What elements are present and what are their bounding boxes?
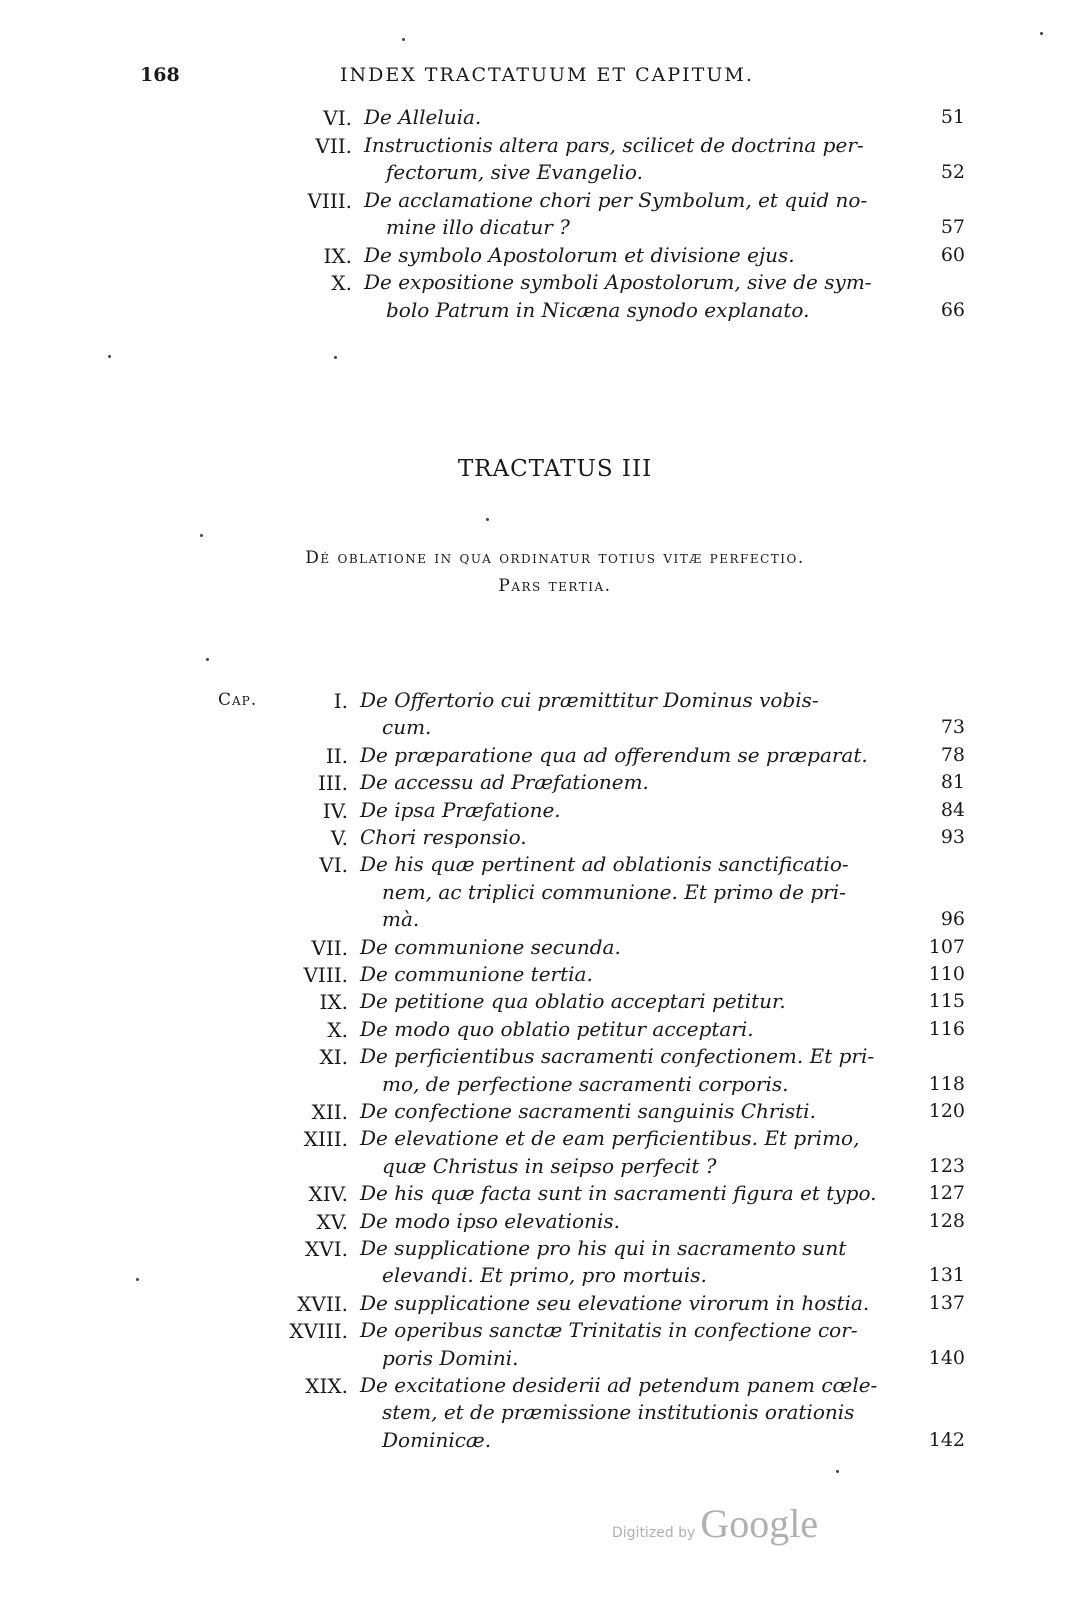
watermark-brand: Google [700, 1501, 819, 1546]
page-ref: 52 [940, 161, 965, 183]
toc-entry [0, 1235, 1075, 1290]
chapter-title-line: De Offertorio cui præmittitur Dominus vobis- [360, 688, 819, 712]
toc-entry [0, 1208, 1075, 1235]
running-head: INDEX TRACTATUUM ET CAPITUM. [340, 64, 754, 86]
chapter-number: VII. [315, 133, 352, 158]
chapter-title [360, 797, 561, 824]
chapter-title-line: De his quæ facta sunt in sacramenti figura et typo. [360, 1181, 877, 1206]
page-ref: 66 [940, 298, 965, 321]
toc-entry [0, 1372, 1075, 1454]
chapter-number: XVII. [297, 1291, 348, 1316]
chapter-title [360, 961, 593, 988]
page-ref: 116 [928, 1017, 965, 1040]
chapter-title-line: stem, et de præmissione institutionis orationis [382, 1400, 855, 1425]
page-ref: 131 [928, 1264, 965, 1287]
chapter-title-line: mà. [382, 907, 420, 932]
toc-entry [0, 1098, 1075, 1125]
chapter-title [364, 269, 872, 324]
page-ref: 57 [940, 216, 965, 238]
chapter-title [360, 851, 849, 933]
chapter-number: X. [331, 271, 352, 295]
page-ref: 81 [940, 771, 965, 794]
print-speck [108, 355, 111, 358]
page-ref: 128 [928, 1209, 965, 1232]
chapter-title-line: De expositione symboli Apostolorum, sive de sym- [364, 270, 872, 294]
chapter-title [364, 187, 867, 242]
toc-entry [0, 242, 1075, 270]
chapter-title-line: elevandi. Et primo, pro mortuis. [382, 1263, 707, 1288]
toc-entry [0, 961, 1075, 988]
print-speck [200, 534, 203, 537]
toc-entry [0, 797, 1075, 824]
chapter-title-line: De communione tertia. [360, 962, 593, 986]
chapter-number: X. [327, 1017, 348, 1042]
chapter-title-line: De elevatione et de eam perficientibus. Et primo, [360, 1126, 860, 1151]
page-ref: 51 [940, 106, 965, 128]
watermark [612, 1500, 818, 1547]
chapter-title [360, 1180, 877, 1207]
chapter-number: XVI. [305, 1237, 348, 1261]
chapter-number: VIII. [307, 188, 352, 213]
chapter-number: VII. [311, 935, 348, 960]
chapter-title-line: cum. [382, 715, 432, 740]
chapter-title-line: De excitatione desiderii ad petendum panem cœle- [360, 1373, 878, 1397]
print-speck [206, 658, 209, 661]
toc-entry [0, 742, 1075, 769]
chapter-title-line: De supplicatione seu elevatione virorum in hostia. [360, 1290, 870, 1315]
page-ref: 137 [928, 1291, 965, 1314]
chapter-title-line: De his quæ pertinent ad oblationis sanctificatio- [360, 852, 849, 877]
toc-entry [0, 934, 1075, 961]
chapter-title [360, 824, 527, 851]
watermark-prefix: Digitized by [612, 1525, 696, 1541]
chapter-number: XI. [319, 1045, 348, 1070]
chapter-title [360, 1043, 874, 1098]
page-ref: 142 [928, 1428, 965, 1451]
chapter-number: XIII. [303, 1127, 348, 1152]
print-speck [836, 1470, 839, 1473]
chapter-title-line: De ipsa Præfatione. [360, 797, 561, 822]
chapter-number: XIV. [308, 1182, 348, 1207]
chapter-number: XIX. [305, 1374, 348, 1398]
chapter-number: XII. [311, 1100, 348, 1124]
chapter-title-line: De operibus sanctæ Trinitatis in confectione cor- [360, 1318, 858, 1343]
page-ref: 78 [940, 743, 965, 766]
chapter-title-line: fectorum, sive Evangelio. [386, 160, 643, 184]
toc-entry [0, 1016, 1075, 1043]
toc-entry [0, 687, 1075, 742]
chapter-title [360, 1016, 754, 1043]
chapter-title [360, 1208, 620, 1235]
page-ref: 127 [928, 1182, 965, 1205]
chapter-title [364, 242, 795, 270]
chapter-number: V. [330, 826, 348, 850]
chapter-title-line: De Alleluia. [364, 105, 482, 129]
page-number: 168 [140, 64, 180, 86]
chapter-number: VI. [323, 106, 352, 130]
chapter-title-line: bolo Patrum in Nicæna synodo explanato. [386, 297, 810, 322]
chapter-title-line: Instructionis altera pars, scilicet de doctrina per- [364, 132, 864, 157]
chapter-title [360, 769, 649, 796]
toc-entry [0, 269, 1075, 324]
chapter-number: IX. [319, 990, 348, 1015]
chapter-title-line: Chori responsio. [360, 825, 527, 849]
chapter-title [360, 1317, 858, 1372]
print-speck [334, 356, 337, 359]
cap-label: Cap. [218, 690, 258, 710]
page-ref: 73 [940, 716, 965, 739]
chapter-title-line: De perficientibus sacramenti confectionem. Et pri- [360, 1044, 875, 1069]
chapter-title [360, 1098, 816, 1125]
chapter-title-line: mine illo dicatur ? [386, 215, 570, 239]
chapter-title-line: De symbolo Apostolorum et divisione ejus. [364, 242, 795, 267]
toc-entry [0, 104, 1075, 132]
chapter-title [364, 104, 481, 132]
toc-entry [0, 824, 1075, 851]
chapter-title-line: mo, de perfectione sacramenti corporis. [382, 1071, 789, 1096]
chapter-title [360, 1290, 869, 1317]
page-ref: 84 [940, 798, 965, 821]
chapter-title-line: De confectione sacramenti sanguinis Christi. [360, 1099, 816, 1123]
page-ref: 96 [940, 908, 965, 931]
chapter-title [360, 934, 621, 961]
chapter-title-line: De accessu ad Præfationem. [360, 770, 649, 795]
page-ref: 110 [928, 963, 965, 985]
chapter-title-line: quæ Christus in seipso perfecit ? [382, 1153, 717, 1178]
page-ref: 120 [928, 1100, 965, 1122]
toc-entry [0, 187, 1075, 242]
toc-entry [0, 851, 1075, 933]
chapter-title-line: poris Domini. [382, 1345, 519, 1370]
toc-entry [0, 988, 1075, 1015]
toc-entry [0, 1180, 1075, 1207]
chapter-title-line: De petitione qua oblatio acceptari petitur. [360, 989, 786, 1014]
chapter-title-line: nem, ac triplici communione. Et primo de pri- [382, 879, 846, 904]
print-speck [486, 518, 489, 521]
toc-entry [0, 1290, 1075, 1317]
chapter-number: IV. [322, 798, 348, 823]
page-ref: 107 [928, 935, 965, 958]
chapter-title-line: De modo quo oblatio petitur acceptari. [360, 1016, 754, 1041]
chapter-number: XVIII. [289, 1319, 348, 1344]
page-ref: 140 [928, 1346, 965, 1369]
toc-entry [0, 1125, 1075, 1180]
tractatus-subtitle: Dé oblatione in qua ordinatur totius vitæ perfectio. [305, 548, 805, 568]
chapter-number: VI. [319, 853, 348, 878]
chapter-title [364, 132, 864, 187]
print-speck [1040, 32, 1043, 35]
chapter-title [360, 988, 786, 1015]
chapter-number: XV. [316, 1209, 348, 1234]
page-ref: 60 [940, 243, 965, 266]
chapter-number: IX. [323, 243, 352, 268]
chapter-title-line: De supplicatione pro his qui in sacramento sunt [360, 1236, 847, 1260]
chapter-title [360, 1372, 877, 1454]
chapter-title [360, 742, 868, 769]
chapter-number: III. [317, 771, 348, 796]
chapter-title-line: Dominicæ. [382, 1427, 492, 1452]
page-ref: 118 [928, 1072, 965, 1095]
chapter-title [360, 1125, 859, 1180]
tractatus-subtitle-part: Pars tertia. [498, 576, 612, 596]
page-ref: 115 [928, 990, 965, 1013]
chapter-title-line: De præparatione qua ad offerendum se præparat. [360, 742, 868, 767]
toc-entry [0, 769, 1075, 796]
print-speck [136, 1278, 139, 1281]
chapter-title-line: De communione secunda. [360, 934, 621, 959]
page-ref: 123 [928, 1154, 965, 1177]
chapter-number: VIII. [303, 963, 348, 987]
print-speck [402, 38, 405, 41]
chapter-number: I. [333, 689, 348, 713]
toc-entry [0, 1043, 1075, 1098]
toc-entry [0, 132, 1075, 187]
chapter-title [360, 1235, 846, 1290]
chapter-title-line: De acclamatione chori per Symbolum, et quid no- [364, 187, 868, 212]
page-ref: 93 [940, 826, 965, 848]
toc-entry [0, 1317, 1075, 1372]
chapter-title-line: De modo ipso elevationis. [360, 1208, 620, 1233]
chapter-title [360, 687, 819, 742]
chapter-number: II. [325, 743, 348, 768]
tractatus-title: TRACTATUS III [457, 456, 653, 482]
